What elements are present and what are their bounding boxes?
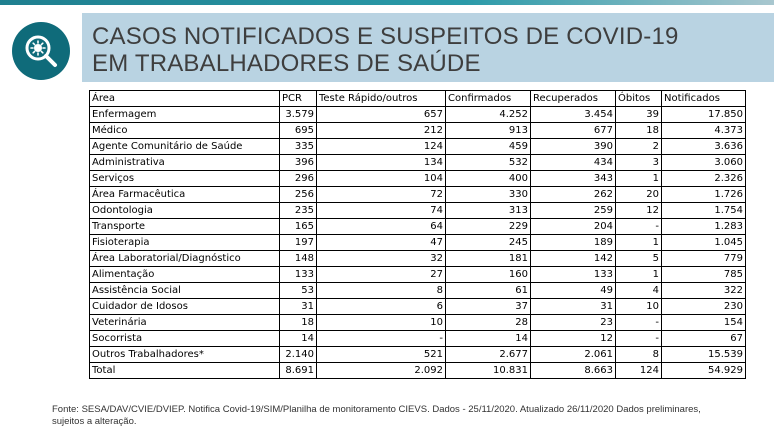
area-cell: Fisioterapia (90, 235, 280, 251)
value-cell: 10.831 (446, 363, 531, 379)
footnote-line-1: Fonte: SESA/DAV/CVIE/DVIEP. Notifica Covid-19/SIM/Planilha de monitoramento CIEVS. Dados - 25/11/2020. Atualizado 26/11/2020 Dados preliminares, (52, 404, 701, 415)
value-cell: 657 (317, 107, 446, 123)
column-header: Óbitos (616, 91, 662, 107)
value-cell: - (317, 331, 446, 347)
column-header: Notificados (662, 91, 746, 107)
value-cell: 322 (662, 283, 746, 299)
value-cell: 12 (616, 203, 662, 219)
value-cell: 3.579 (280, 107, 317, 123)
area-cell: Outros Trabalhadores* (90, 347, 280, 363)
value-cell: 31 (280, 299, 317, 315)
value-cell: 148 (280, 251, 317, 267)
value-cell: 18 (616, 123, 662, 139)
area-cell: Serviços (90, 171, 280, 187)
value-cell: 154 (662, 315, 746, 331)
value-cell: 15.539 (662, 347, 746, 363)
value-cell: 10 (616, 299, 662, 315)
value-cell: 212 (317, 123, 446, 139)
area-cell: Socorrista (90, 331, 280, 347)
title-line-2: EM TRABALHADORES DE SAÚDE (92, 50, 481, 77)
top-accent-bar (0, 0, 774, 5)
value-cell: 1.754 (662, 203, 746, 219)
area-cell: Transporte (90, 219, 280, 235)
value-cell: 49 (531, 283, 616, 299)
table-row (90, 283, 746, 299)
value-cell: 32 (317, 251, 446, 267)
value-cell: 343 (531, 171, 616, 187)
table-row (90, 315, 746, 331)
value-cell: 14 (280, 331, 317, 347)
value-cell: 165 (280, 219, 317, 235)
value-cell: 54.929 (662, 363, 746, 379)
source-footnote (52, 404, 762, 428)
value-cell: 133 (280, 267, 317, 283)
value-cell: 104 (317, 171, 446, 187)
value-cell: 785 (662, 267, 746, 283)
value-cell: 181 (446, 251, 531, 267)
value-cell: 31 (531, 299, 616, 315)
value-cell: 124 (317, 139, 446, 155)
page-title (92, 23, 679, 77)
area-cell: Médico (90, 123, 280, 139)
footnote-line-2: sujeitos a alteração. (52, 416, 137, 427)
value-cell: 3.636 (662, 139, 746, 155)
table-row (90, 347, 746, 363)
value-cell: - (616, 219, 662, 235)
value-cell: 330 (446, 187, 531, 203)
area-cell: Total (90, 363, 280, 379)
value-cell: 8.691 (280, 363, 317, 379)
value-cell: 133 (531, 267, 616, 283)
value-cell: 12 (531, 331, 616, 347)
value-cell: 3.454 (531, 107, 616, 123)
table-row (90, 123, 746, 139)
value-cell: 8 (616, 347, 662, 363)
value-cell: 3.060 (662, 155, 746, 171)
table-row (90, 107, 746, 123)
header (0, 8, 774, 82)
column-header: Confirmados (446, 91, 531, 107)
area-cell: Área Farmacêutica (90, 187, 280, 203)
value-cell: 913 (446, 123, 531, 139)
table-row (90, 251, 746, 267)
table-row (90, 139, 746, 155)
table-row (90, 331, 746, 347)
value-cell: 296 (280, 171, 317, 187)
value-cell: 259 (531, 203, 616, 219)
value-cell: 262 (531, 187, 616, 203)
value-cell: 134 (317, 155, 446, 171)
cases-table (89, 90, 746, 379)
table-row (90, 267, 746, 283)
value-cell: 18 (280, 315, 317, 331)
table-row (90, 219, 746, 235)
value-cell: 235 (280, 203, 317, 219)
area-cell: Odontologia (90, 203, 280, 219)
table-row (90, 171, 746, 187)
area-cell: Veterinária (90, 315, 280, 331)
value-cell: 400 (446, 171, 531, 187)
value-cell: 37 (446, 299, 531, 315)
value-cell: 72 (317, 187, 446, 203)
column-header: Teste Rápido/outros (317, 91, 446, 107)
value-cell: 8.663 (531, 363, 616, 379)
value-cell: 521 (317, 347, 446, 363)
column-header: PCR (280, 91, 317, 107)
value-cell: 532 (446, 155, 531, 171)
column-header: Área (90, 91, 280, 107)
column-header: Recuperados (531, 91, 616, 107)
area-cell: Assistência Social (90, 283, 280, 299)
value-cell: 2.092 (317, 363, 446, 379)
value-cell: 1 (616, 171, 662, 187)
value-cell: 23 (531, 315, 616, 331)
area-cell: Cuidador de Idosos (90, 299, 280, 315)
area-cell: Administrativa (90, 155, 280, 171)
value-cell: 695 (280, 123, 317, 139)
value-cell: 2 (616, 139, 662, 155)
value-cell: 335 (280, 139, 317, 155)
title-line-1: CASOS NOTIFICADOS E SUSPEITOS DE COVID-19 (92, 23, 679, 50)
value-cell: 4.252 (446, 107, 531, 123)
value-cell: 8 (317, 283, 446, 299)
value-cell: 14 (446, 331, 531, 347)
value-cell: 2.061 (531, 347, 616, 363)
table-row (90, 235, 746, 251)
value-cell: 2.326 (662, 171, 746, 187)
value-cell: 256 (280, 187, 317, 203)
value-cell: - (616, 331, 662, 347)
value-cell: 28 (446, 315, 531, 331)
value-cell: 1.283 (662, 219, 746, 235)
value-cell: 189 (531, 235, 616, 251)
value-cell: 4.373 (662, 123, 746, 139)
value-cell: 20 (616, 187, 662, 203)
value-cell: 1 (616, 267, 662, 283)
value-cell: 677 (531, 123, 616, 139)
value-cell: 779 (662, 251, 746, 267)
area-cell: Alimentação (90, 267, 280, 283)
value-cell: 61 (446, 283, 531, 299)
area-cell: Agente Comunitário de Saúde (90, 139, 280, 155)
value-cell: 53 (280, 283, 317, 299)
value-cell: 10 (317, 315, 446, 331)
table-row (90, 203, 746, 219)
value-cell: 2.140 (280, 347, 317, 363)
value-cell: 396 (280, 155, 317, 171)
value-cell: 6 (317, 299, 446, 315)
value-cell: 67 (662, 331, 746, 347)
value-cell: 229 (446, 219, 531, 235)
value-cell: 5 (616, 251, 662, 267)
total-row (90, 363, 746, 379)
table-row (90, 299, 746, 315)
value-cell: 197 (280, 235, 317, 251)
value-cell: 230 (662, 299, 746, 315)
value-cell: 3 (616, 155, 662, 171)
value-cell: 1 (616, 235, 662, 251)
value-cell: 17.850 (662, 107, 746, 123)
value-cell: 434 (531, 155, 616, 171)
value-cell: 1.726 (662, 187, 746, 203)
area-cell: Enfermagem (90, 107, 280, 123)
value-cell: 64 (317, 219, 446, 235)
value-cell: 459 (446, 139, 531, 155)
value-cell: - (616, 315, 662, 331)
value-cell: 27 (317, 267, 446, 283)
value-cell: 74 (317, 203, 446, 219)
value-cell: 245 (446, 235, 531, 251)
value-cell: 390 (531, 139, 616, 155)
value-cell: 2.677 (446, 347, 531, 363)
value-cell: 47 (317, 235, 446, 251)
value-cell: 4 (616, 283, 662, 299)
value-cell: 160 (446, 267, 531, 283)
table-row (90, 187, 746, 203)
value-cell: 124 (616, 363, 662, 379)
value-cell: 142 (531, 251, 616, 267)
title-box (82, 13, 774, 82)
value-cell: 204 (531, 219, 616, 235)
table-header-row (90, 91, 746, 107)
area-cell: Área Laboratorial/Diagnóstico (90, 251, 280, 267)
magnifier-virus-icon (12, 22, 70, 80)
value-cell: 313 (446, 203, 531, 219)
value-cell: 39 (616, 107, 662, 123)
value-cell: 1.045 (662, 235, 746, 251)
table-row (90, 155, 746, 171)
